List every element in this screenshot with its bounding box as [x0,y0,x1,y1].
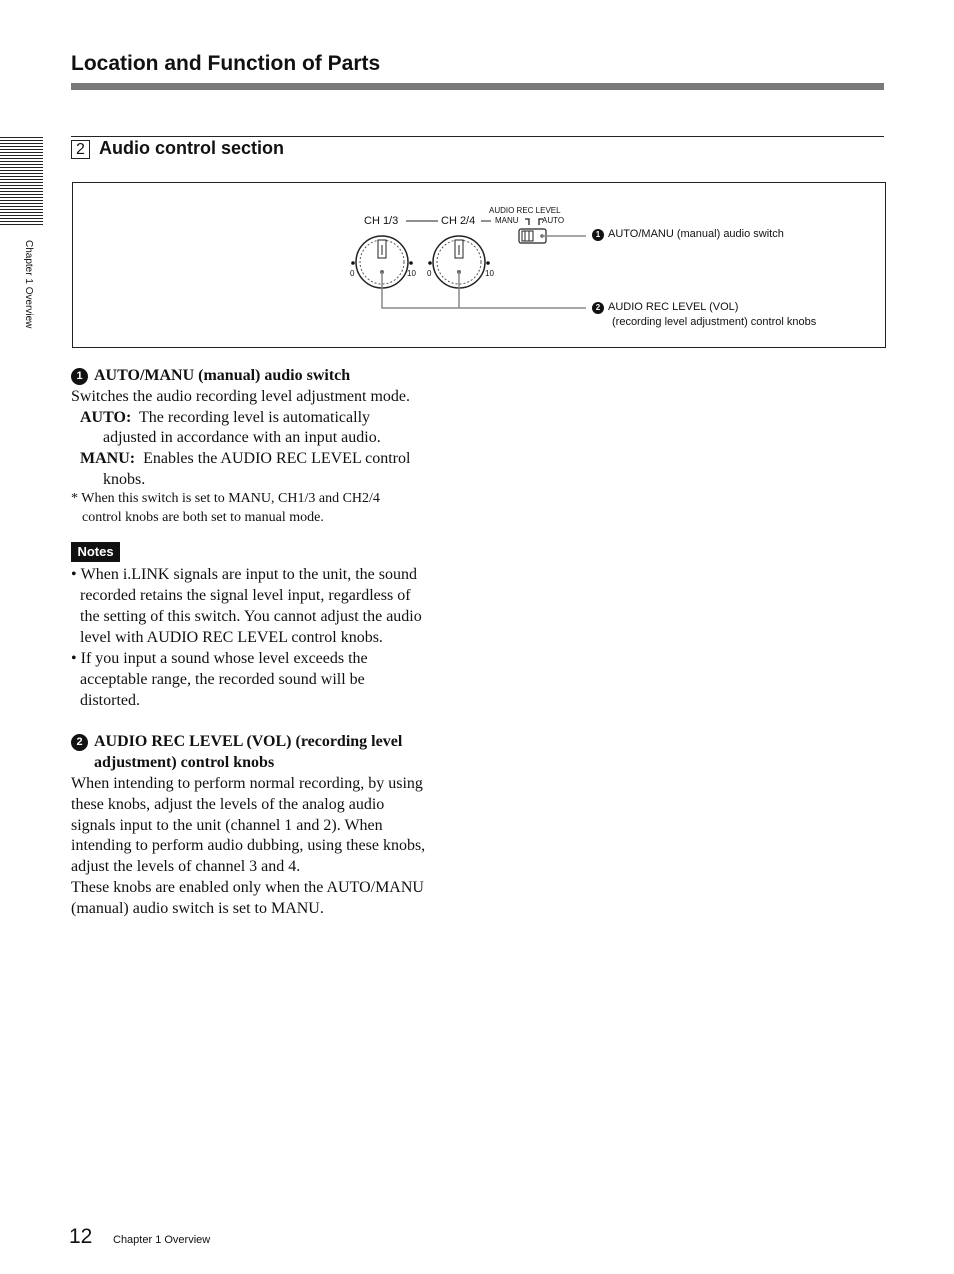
note-bullet-1: • When i.LINK signals are input to the unit, the sound [71,566,417,583]
item1-footnote-cont: control knobs are both set to manual mode. [82,510,324,525]
manu-label: MANU [495,216,519,225]
notes-badge: Notes [71,542,120,562]
audio-rec-level-label: AUDIO REC LEVEL [489,206,561,215]
auto-label: AUTO [542,216,565,225]
note-bullet-2: • If you input a sound whose level exceeds the [71,650,368,667]
callout-1-text: AUTO/MANU (manual) audio switch [608,228,784,240]
item2-heading [71,731,402,752]
item1-heading [71,365,350,386]
page-title: Location and Function of Parts [71,52,381,75]
manu-bracket [525,219,529,225]
item1-footnote: * When this switch is set to MANU, CH1/3 and CH2/4 [71,491,380,506]
page-number: 12 [69,1225,93,1248]
item1-auto-label: AUTO: [80,409,132,426]
item2-text-line-2: these knobs, adjust the levels of the analog audio [71,796,385,813]
callout-2-text: AUDIO REC LEVEL (VOL) [608,301,739,313]
callout-2 [592,301,738,314]
title-rule [71,83,884,90]
note-1-line-3: the setting of this switch. You cannot adjust the audio [80,608,422,625]
item2-number: 2 [71,734,88,751]
chapter-tab-marker [0,137,43,227]
ch13-scale-min: 0 [350,269,355,278]
note-1-line-2: recorded retains the signal level input, regardless of [80,587,411,604]
item2-text-line-3: signals input to the unit (channel 1 and 2). When [71,817,383,834]
note-1-line-1: When i.LINK signals are input to the unit, the sound [80,566,417,583]
item1-manu-label: MANU: [80,450,136,467]
item1-description: Switches the audio recording level adjustment mode. [71,388,411,405]
note-1-line-4: level with AUDIO REC LEVEL control knobs. [80,629,383,646]
ch24-scale-min: 0 [427,269,432,278]
item2-text-line-4: intending to perform audio dubbing, using these knobs, [71,837,426,854]
callout-2-number: 2 [592,302,604,314]
item1-auto-line [80,407,370,428]
section-number-box: 2 [71,140,90,159]
callout-1-number: 1 [592,229,604,241]
callout-2-text-line2: (recording level adjustment) control knobs [612,316,817,328]
item1-auto-text: The recording level is automatically [138,409,371,426]
audio-control-figure [72,182,886,348]
ch13-label: CH 1/3 [364,215,399,227]
note-2-line-2: acceptable range, the recorded sound will be [80,671,365,688]
footer-chapter-label: Chapter 1 Overview [113,1234,211,1246]
item1-number: 1 [71,368,88,385]
ch13-scale-max: 10 [407,269,416,278]
item2-heading-text: AUDIO REC LEVEL (VOL) (recording level [94,733,403,750]
auto-manu-switch [519,229,546,243]
ch24-label: CH 2/4 [441,215,476,227]
chapter-tab-label: Chapter 1 Overview [23,240,34,329]
note-2-line-3: distorted. [80,692,140,709]
item2-text-line-1: When intending to perform normal recording, by using [71,775,423,792]
item2-text-line-5: adjust the levels of channel 3 and 4. [71,858,301,875]
item2-heading-cont: adjustment) control knobs [94,754,275,771]
ch24-scale-max: 10 [485,269,494,278]
item2-text-line-7: (manual) audio switch is set to MANU. [71,900,324,917]
item1-heading-text: AUTO/MANU (manual) audio switch [94,367,351,384]
item2-text-line-6: These knobs are enabled only when the AUTO/MANU [71,879,424,896]
item1-manu-line [80,448,410,469]
item1-manu-text: Enables the AUDIO REC LEVEL control [143,450,411,467]
section-rule [71,136,884,137]
section-title: Audio control section [99,138,285,158]
item1-auto-text-cont: adjusted in accordance with an input audio. [103,429,381,446]
callout-1 [592,228,784,241]
note-2-line-1: If you input a sound whose level exceeds the [80,650,368,667]
item1-manu-text-cont: knobs. [103,471,146,488]
